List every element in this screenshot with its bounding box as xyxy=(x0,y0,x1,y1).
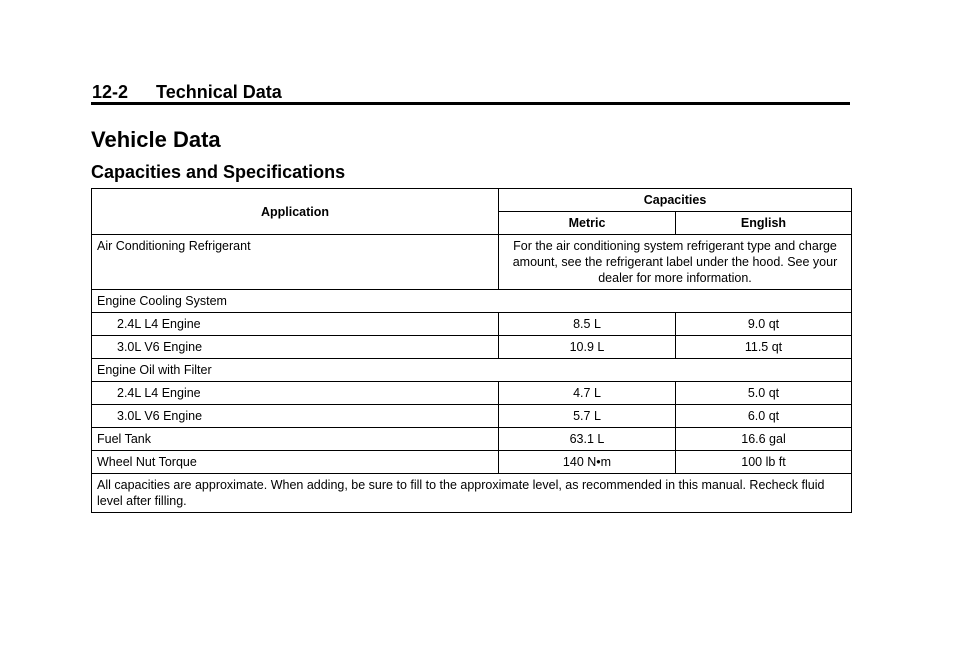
section-title: Technical Data xyxy=(156,82,282,102)
table-header-row xyxy=(92,189,852,212)
header-capacities: Capacities xyxy=(499,189,852,212)
metric-value: 140 N•m xyxy=(499,451,676,474)
table-row xyxy=(92,428,852,451)
english-value: 11.5 qt xyxy=(676,336,852,359)
table-row xyxy=(92,336,852,359)
english-value: 16.6 gal xyxy=(676,428,852,451)
english-value: 6.0 qt xyxy=(676,405,852,428)
page-header xyxy=(92,80,282,104)
metric-value: 10.9 L xyxy=(499,336,676,359)
table-row xyxy=(92,313,852,336)
row-label: Wheel Nut Torque xyxy=(92,451,499,474)
page-number: 12-2 xyxy=(92,82,129,102)
header-metric: Metric xyxy=(499,212,676,235)
row-label: 2.4L L4 Engine xyxy=(92,382,499,405)
section-label: Engine Cooling System xyxy=(92,290,852,313)
table-row xyxy=(92,451,852,474)
table-row xyxy=(92,405,852,428)
metric-value: 4.7 L xyxy=(499,382,676,405)
row-label: 3.0L V6 Engine xyxy=(92,336,499,359)
row-label: 3.0L V6 Engine xyxy=(92,405,499,428)
row-label: 2.4L L4 Engine xyxy=(92,313,499,336)
metric-value: 5.7 L xyxy=(499,405,676,428)
english-value: 100 lb ft xyxy=(676,451,852,474)
header-rule xyxy=(91,102,850,105)
metric-value: 8.5 L xyxy=(499,313,676,336)
english-value: 5.0 qt xyxy=(676,382,852,405)
header-application: Application xyxy=(92,189,499,235)
english-value: 9.0 qt xyxy=(676,313,852,336)
table-footnote-row xyxy=(92,474,852,513)
page-title: Vehicle Data xyxy=(91,127,221,152)
footnote: All capacities are approximate. When adding, be sure to fill to the approximate level, as recommended in this manual. Recheck fluid level after filling. xyxy=(92,474,852,513)
header-english: English xyxy=(676,212,852,235)
ac-note: For the air conditioning system refrigerant type and charge amount, see the refrigerant label under the hood. See your dealer for more information. xyxy=(499,235,852,290)
row-label: Air Conditioning Refrigerant xyxy=(92,235,499,290)
row-label: Fuel Tank xyxy=(92,428,499,451)
table-row xyxy=(92,382,852,405)
table-section-row xyxy=(92,290,852,313)
section-subtitle: Capacities and Specifications xyxy=(91,162,346,182)
section-label: Engine Oil with Filter xyxy=(92,359,852,382)
metric-value: 63.1 L xyxy=(499,428,676,451)
table-section-row xyxy=(92,359,852,382)
capacities-table xyxy=(91,188,852,513)
table-row xyxy=(92,235,852,290)
